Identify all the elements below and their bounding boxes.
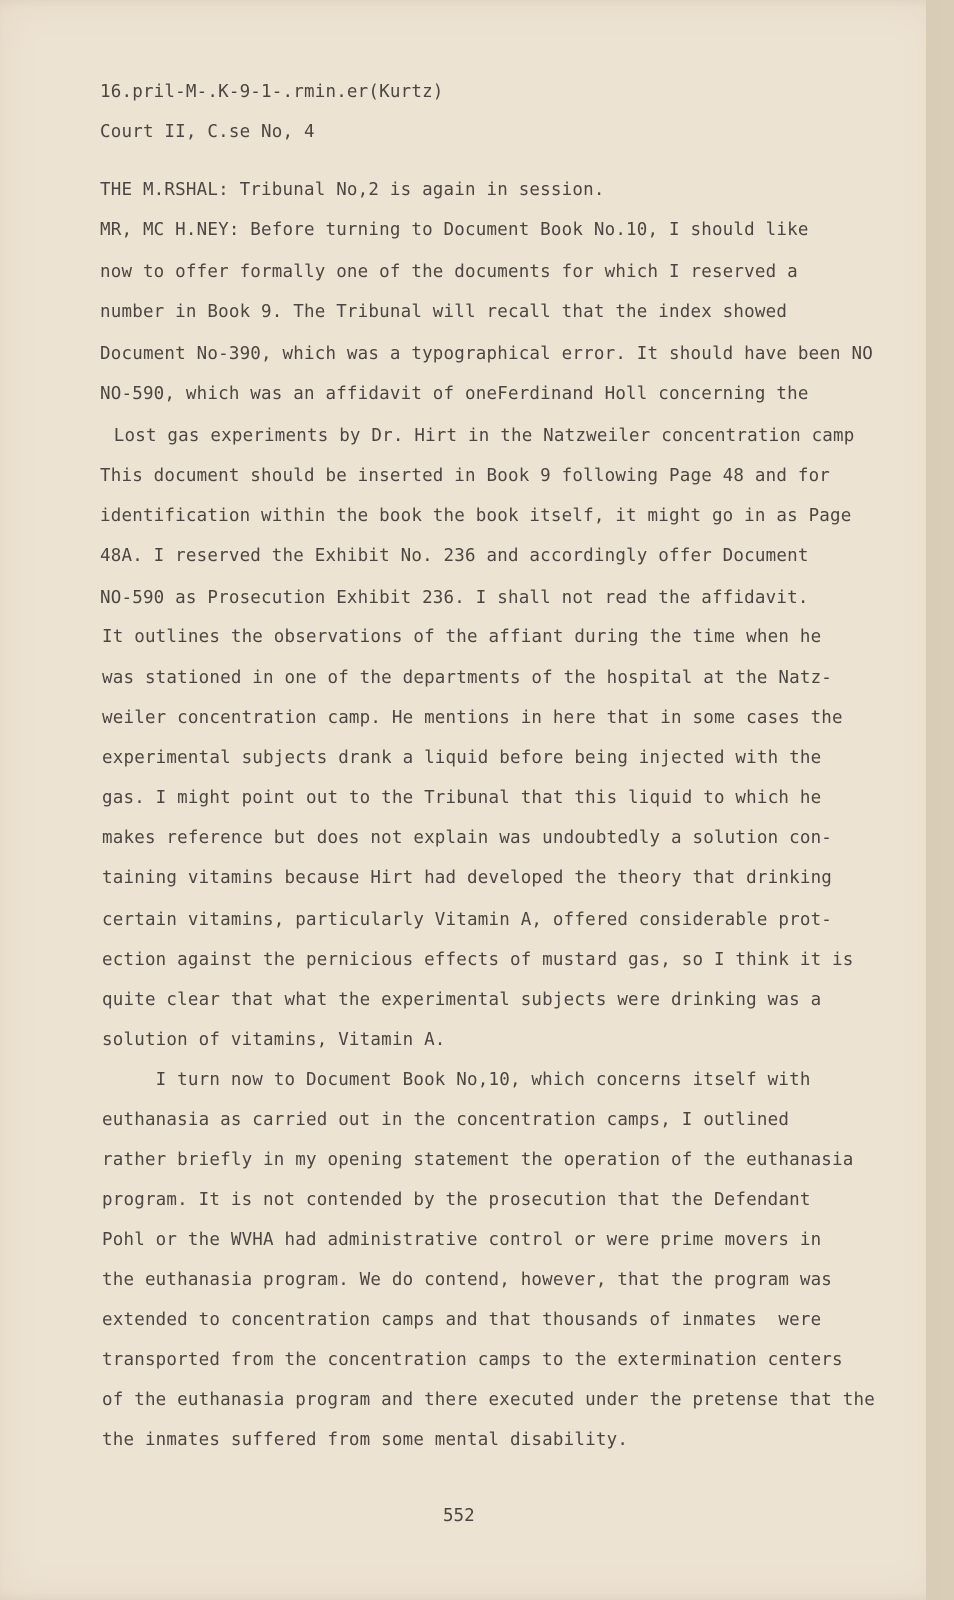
page-edge xyxy=(926,0,940,1600)
transcript-line: makes reference but does not explain was undoubtedly a solution con- xyxy=(102,828,833,848)
transcript-line: identification within the book the book itself, it might go in as Page xyxy=(100,506,852,526)
transcript-line: rather briefly in my opening statement the operation of the euthanasia xyxy=(102,1150,854,1170)
transcript-line: solution of vitamins, Vitamin A. xyxy=(102,1030,446,1050)
transcript-line: extended to concentration camps and that thousands of inmates were xyxy=(102,1310,822,1330)
transcript-line: Document No-390, which was a typographical error. It should have been NO xyxy=(100,344,873,364)
transcript-line: of the euthanasia program and there executed under the pretense that the xyxy=(102,1390,875,1410)
transcript-line: ection against the pernicious effects of mustard gas, so I think it is xyxy=(102,950,854,970)
transcript-line: MR, MC H.NEY: Before turning to Document Book No.10, I should like xyxy=(100,220,809,240)
transcript-line: I turn now to Document Book No,10, which concerns itself with xyxy=(102,1070,811,1090)
transcript-line: weiler concentration camp. He mentions in here that in some cases the xyxy=(102,708,843,728)
transcript-line: gas. I might point out to the Tribunal that this liquid to which he xyxy=(102,788,822,808)
transcript-line: taining vitamins because Hirt had developed the theory that drinking xyxy=(102,868,833,888)
transcript-line: Lost gas experiments by Dr. Hirt in the Natzweiler concentration camp xyxy=(103,426,855,446)
transcript-line: experimental subjects drank a liquid before being injected with the xyxy=(102,748,822,768)
transcript-line: number in Book 9. The Tribunal will recall that the index showed xyxy=(100,302,788,322)
transcript-line: NO-590 as Prosecution Exhibit 236. I shall not read the affidavit. xyxy=(100,588,809,608)
transcript-line: certain vitamins, particularly Vitamin A, offered considerable prot- xyxy=(102,910,833,930)
transcript-line: This document should be inserted in Book 9 following Page 48 and for xyxy=(100,466,831,486)
transcript-line: THE M.RSHAL: Tribunal No,2 is again in session. xyxy=(100,180,605,200)
transcript-line: quite clear that what the experimental subjects were drinking was a xyxy=(102,990,822,1010)
transcript-line: Pohl or the WVHA had administrative control or were prime movers in xyxy=(102,1230,822,1250)
transcript-line: transported from the concentration camps to the extermination centers xyxy=(102,1350,843,1370)
transcript-line: euthanasia as carried out in the concentration camps, I outlined xyxy=(102,1110,790,1130)
transcript-line: 48A. I reserved the Exhibit No. 236 and accordingly offer Document xyxy=(100,546,809,566)
header-line-court: Court II, C.se No, 4 xyxy=(100,122,315,142)
transcript-line: was stationed in one of the departments of the hospital at the Natz- xyxy=(102,668,833,688)
transcript-line: program. It is not contended by the prosecution that the Defendant xyxy=(102,1190,811,1210)
transcript-line: NO-590, which was an affidavit of oneFerdinand Holl concerning the xyxy=(100,384,809,404)
page-number: 552 xyxy=(443,1506,475,1526)
transcript-line: the euthanasia program. We do contend, however, that the program was xyxy=(102,1270,833,1290)
transcript-line: now to offer formally one of the documents for which I reserved a xyxy=(100,262,798,282)
transcript-line: It outlines the observations of the affiant during the time when he xyxy=(102,627,822,647)
transcript-line: the inmates suffered from some mental disability. xyxy=(102,1430,629,1450)
header-line-case-code: 16.pril-M-.K-9-1-.rmin.er(Kurtz) xyxy=(100,82,444,102)
